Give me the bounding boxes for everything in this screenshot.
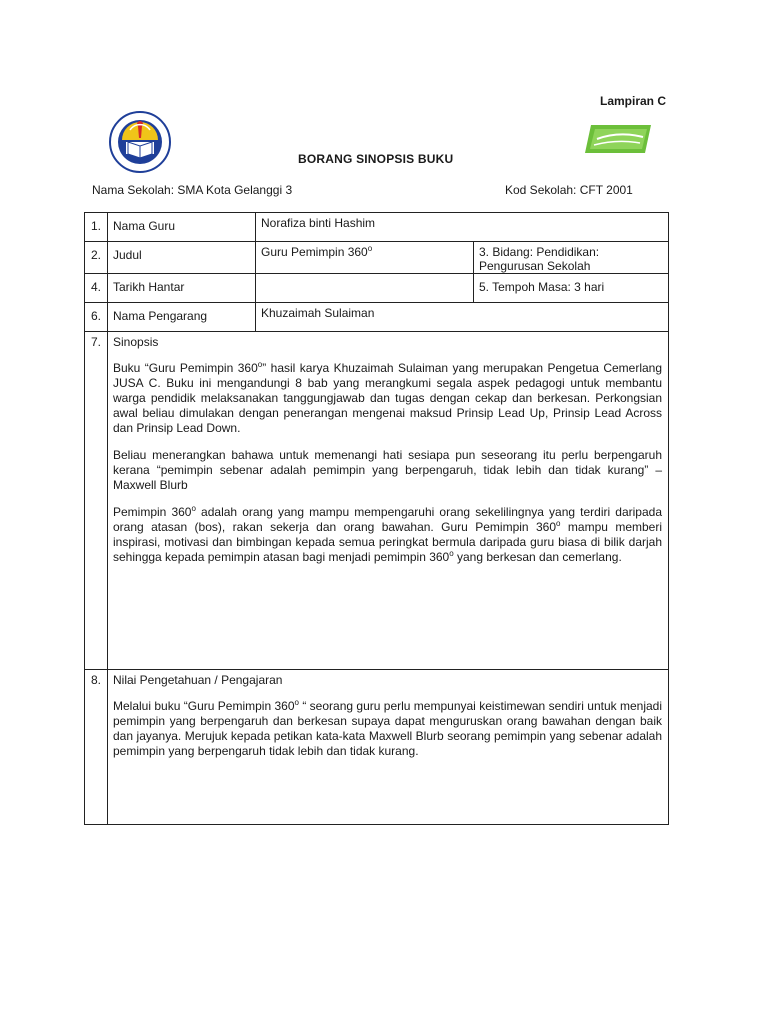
school-name: Nama Sekolah: SMA Kota Gelanggi 3 [92,183,293,197]
table-row [85,332,669,670]
row-number: 7. [85,332,108,670]
school-code: Kod Sekolah: CFT 2001 [505,183,633,197]
judul-text: Guru Pemimpin 360 [261,245,368,259]
row-label-judul: Judul [108,242,256,274]
sinopsis-paragraph-1 [113,361,662,436]
sinopsis-paragraph-3 [113,505,662,565]
text-fragment: Buku “Guru Pemimpin 360 [113,361,258,375]
text-fragment: mampu memberi inspirasi, motivasi dan bimbingan kepada semua peringkat bermula daripada guru biasa di bilik darjah sehingga kepada pemimpin atasan bagi menjadi pemimpin 360 [113,520,663,564]
degree-superscript: o [449,549,454,558]
nilai-paragraph-1 [113,699,662,759]
row-number: 6. [85,303,108,332]
table-row [85,213,669,242]
row-value-tarikh-hantar [256,274,474,303]
text-fragment: Melalui buku “Guru Pemimpin 360 [113,699,295,713]
kpm-logo-icon [108,110,172,174]
row-number: 4. [85,274,108,303]
lampiran-label: Lampiran C [600,94,667,108]
row-number: 8. [85,670,108,825]
table-row [85,274,669,303]
table-row [85,242,669,274]
row-label-nama-pengarang: Nama Pengarang [108,303,256,332]
degree-superscript: o [294,698,299,707]
row-label-nama-guru: Nama Guru [108,213,256,242]
row-number: 1. [85,213,108,242]
table-row [85,303,669,332]
row-value-bidang: 3. Bidang: Pendidikan: Pengurusan Sekolah [474,242,669,274]
row-value-nama-pengarang: Khuzaimah Sulaiman [256,303,669,332]
text-fragment: Pemimpin 360 [113,505,192,519]
degree-superscript: o [556,519,561,528]
row-value-nama-guru: Norafiza binti Hashim [256,213,669,242]
sinopsis-paragraph-2: Beliau menerangkan bahawa untuk memenangi hati sesiapa pun seseorang itu perlu berpengaruh kerana “pemimpin sebenar adalah pemimpin yang berpengaruh, tidak lebih dan tidak kurang” – Maxwell Blurb [113,448,663,492]
sinopsis-label: Sinopsis [113,335,159,349]
table-row [85,670,669,825]
sinopsis-section [108,332,669,670]
form-title: BORANG SINOPSIS BUKU [298,152,454,166]
degree-superscript: o [191,504,196,513]
text-fragment: “ seorang guru perlu mempunyai keistimewan sendiri untuk menjadi pemimpin yang berpengaruh dan berkesan supaya dapat menguruskan orang bawahan dengan baik dan jayanya. Merujuk kepada petikan kata-kata Maxwell Blurb seorang pemimpin yang sebenar adalah pemimpin yang berpengaruh tidak lebih dan tidak kurang. [113,699,663,758]
text-fragment: yang berkesan dan cemerlang. [453,550,622,564]
synopsis-form-table [84,212,669,825]
row-value-judul [256,242,474,274]
degree-superscript: o [367,244,373,253]
nilai-label: Nilai Pengetahuan / Pengajaran [113,673,283,687]
nilai-section [108,670,669,825]
text-fragment: ” hasil karya Khuzaimah Sulaiman yang merupakan Pengetua Cemerlang JUSA C. Buku ini mengandungi 8 bab yang merangkumi segala aspek pedagogi untuk membantu warga pendidik melaksanakan tanggungjawab dan tugas dengan cekap dan berkesan. Perkongsian awal beliau dimulakan dengan penerangan mengenai maksud Prinsip Lead Up, Prinsip Lead Across dan Prinsip Lead Down. [113,361,663,435]
row-label-tarikh-hantar: Tarikh Hantar [108,274,256,303]
row-value-tempoh-masa: 5. Tempoh Masa: 3 hari [474,274,669,303]
degree-superscript: o [257,360,263,369]
bpg-logo-icon [585,121,653,157]
text-fragment: adalah orang yang mampu mempengaruhi orang sekelilingnya yang terdiri daripada orang atasan (bos), rakan sekerja dan orang bawahan. Guru Pemimpin 360 [113,505,662,534]
row-number: 2. [85,242,108,274]
